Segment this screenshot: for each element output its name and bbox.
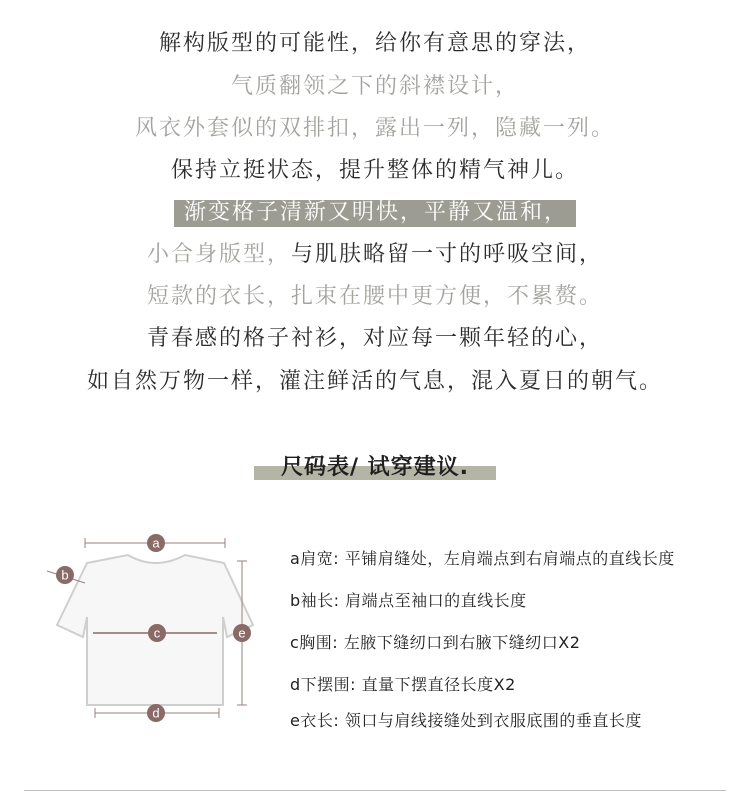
definition-b-desc: 肩端点至袖口的直线长度 [345,591,527,610]
marker-e [233,624,251,642]
definition-e [290,708,642,731]
highlighted-phrase: 渐变格子清新又明快，平静又温和， [174,200,576,227]
definition-e-desc: 领口与肩线接缝处到衣服底围的垂直长度 [344,711,642,730]
poem-line-9: 如自然万物一样，灌注鲜活的气息，混入夏日的朝气。 [86,369,663,394]
definition-c-desc: 左腋下缝纫口到右腋下缝纫口X2 [343,633,581,652]
poem-line-6-gray: 小合身版型， [146,242,291,267]
definition-c [290,630,580,653]
poem-line-8: 青春感的格子衬衫，对应每一颗年轻的心， [146,326,603,351]
marker-d-label: d [152,705,160,721]
marker-c-label: c [153,625,161,641]
definition-e-key: e衣长: [290,711,340,730]
poem-line-6 [0,240,750,270]
poem-line-3: 风衣外套似的双排扣，露出一列，隐藏一列。 [134,116,615,141]
definition-a [290,546,675,569]
definition-b-key: b袖长: [290,591,340,610]
size-chart-title [0,450,750,481]
marker-c [148,624,166,642]
bottom-divider [24,790,726,791]
definition-d-desc: 直量下摆直径长度X2 [361,675,516,694]
poem-line-1: 解构版型的可能性，给你有意思的穿法， [158,31,591,56]
marker-a-label: a [152,535,160,551]
marker-b [56,566,74,584]
definition-d [290,672,516,695]
definition-a-key: a肩宽: [290,549,340,568]
poem-line-2: 气质翻领之下的斜襟设计， [230,74,519,99]
poem-line-4: 保持立挺状态，提升整体的精气神儿。 [170,158,579,183]
marker-a [147,534,165,552]
definition-c-key: c胸围: [290,633,339,652]
definition-a-desc: 平铺肩缝处，左肩端点到右肩端点的直线长度 [344,549,675,568]
definition-b [290,588,527,611]
marker-d [147,704,165,722]
size-chart-title-text: 尺码表/ 试穿建议. [280,455,470,480]
poem-line-7: 短款的衣长，扎束在腰中更方便，不累赘。 [146,284,603,309]
marker-b-label: b [61,567,69,583]
definition-d-key: d下摆围: [290,675,357,694]
poem-line-5 [0,198,750,228]
tshirt-measurement-diagram [35,525,275,730]
marker-e-label: e [238,625,246,641]
poem-line-6-dark: 与肌肤略留一寸的呼吸空间， [291,242,604,267]
